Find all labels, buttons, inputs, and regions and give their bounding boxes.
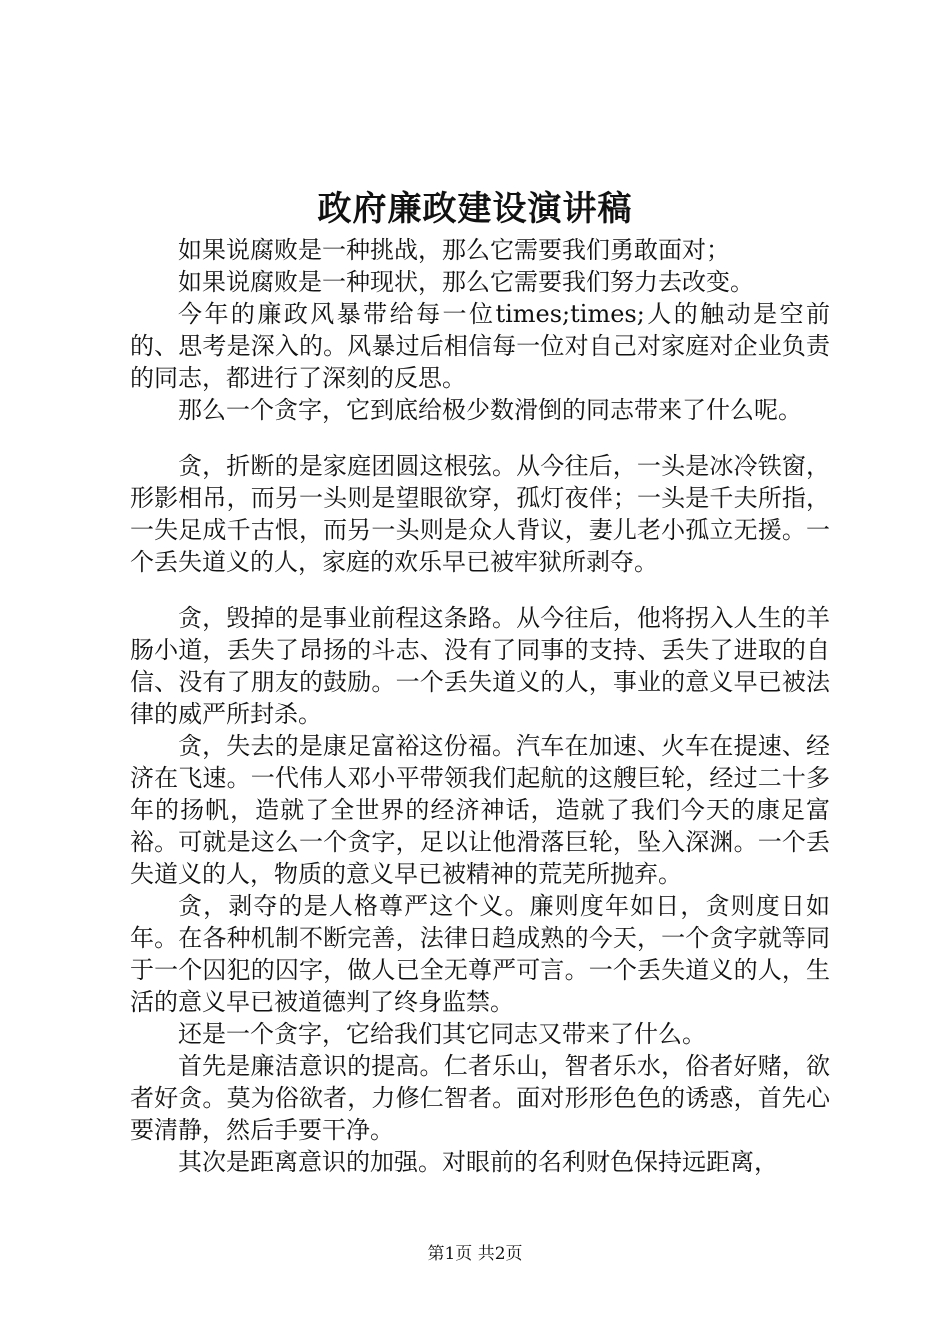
paragraph-2: 如果说腐败是一种现状，那么它需要我们努力去改变。 [178, 268, 754, 296]
paragraph-6: 贪，毁掉的是事业前程这条路。从今往后，他将拐入人生的羊肠小道，丢失了昂扬的斗志、没有了同事的支持、丢失了进取的自信、没有了朋友的鼓励。一个丢失道义的人，事业的意义早已被法律的威严所封杀。 [130, 604, 830, 728]
paragraph-4: 那么一个贪字，它到底给极少数滑倒的同志带来了什么呢。 [178, 396, 802, 424]
document-title: 政府廉政建设演讲稿 [317, 189, 633, 229]
paragraph-7: 贪，失去的是康足富裕这份福。汽车在加速、火车在提速、经济在飞速。一代伟人邓小平带领我们起航的这艘巨轮，经过二十多年的扬帆，造就了全世界的经济神话，造就了我们今天的康足富裕。可就是这么一个贪字，足以让他滑落巨轮，坠入深渊。一个丢失道义的人，物质的意义早已被精神的荒芜所抛弃。 [130, 732, 830, 888]
paragraph-10: 首先是廉洁意识的提高。仁者乐山，智者乐水，俗者好赌，欲者好贪。莫为俗欲者，力修仁智者。面对形形色色的诱惑，首先心要清静，然后手要干净。 [130, 1052, 830, 1144]
paragraph-1: 如果说腐败是一种挑战，那么它需要我们勇敢面对； [178, 236, 730, 264]
paragraph-8: 贪，剥夺的是人格尊严这个义。廉则度年如日，贪则度日如年。在各种机制不断完善，法律日趋成熟的今天，一个贪字就等同于一个囚犯的囚字，做人已全无尊严可言。一个丢失道义的人，生活的意义早已被道德判了终身监禁。 [130, 892, 830, 1016]
paragraph-9: 还是一个贪字，它给我们其它同志又带来了什么。 [178, 1020, 706, 1048]
page-footer: 第1页 共2页 [427, 1244, 523, 1264]
paragraph-5: 贪，折断的是家庭团圆这根弦。从今往后，一头是冰冷铁窗，形影相吊，而另一头则是望眼欲穿，孤灯夜伴；一头是千夫所指，一失足成千古恨，而另一头则是众人背议，妻儿老小孤立无援。一个丢失道义的人，家庭的欢乐早已被牢狱所剥夺。 [130, 452, 830, 576]
paragraph-3: 今年的廉政风暴带给每一位times;times;人的触动是空前的、思考是深入的。风暴过后相信每一位对自己对家庭对企业负责的同志，都进行了深刻的反思。 [130, 300, 830, 392]
paragraph-11: 其次是距离意识的加强。对眼前的名利财色保持远距离， [178, 1148, 778, 1176]
document-body [130, 234, 830, 1178]
